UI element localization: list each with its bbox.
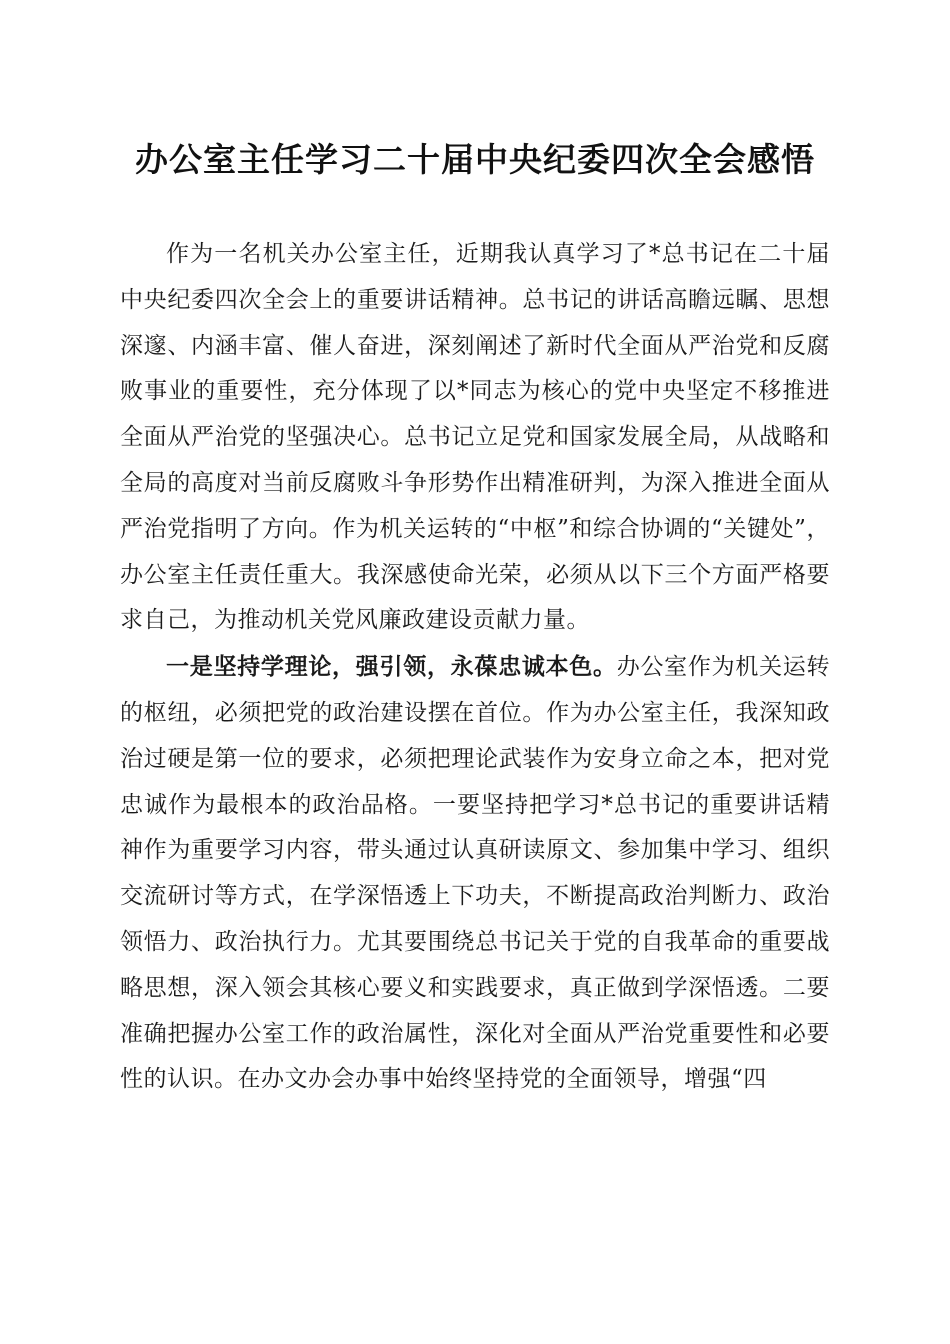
paragraph-point-one-heading: 一是坚持学理论，强引领，永葆忠诚本色。 <box>166 653 617 681</box>
paragraph-intro-text: 作为一名机关办公室主任，近期我认真学习了*总书记在二十届中央纪委四次全会上的重要讲话精神。总书记的讲话高瞻远瞩、思想深邃、内涵丰富、催人奋进，深刻阐述了新时代全面从严治党和反腐败事业的重要性，充分体现了以*同志为核心的党中央坚定不移推进全面从严治党的坚强决心。总书记立足党和国家发展全局，从战略和全局的高度对当前反腐败斗争形势作出精准研判，为深入推进全面从严治党指明了方向。作为机关运转的“中枢”和综合协调的“关键处”，办公室主任责任重大。我深感使命光荣，必须从以下三个方面严格要求自己，为推动机关党风廉政建设贡献力量。 <box>120 241 830 634</box>
paragraph-point-one <box>120 644 830 1103</box>
paragraph-point-one-text: 办公室作为机关运转的枢纽，必须把党的政治建设摆在首位。作为办公室主任，我深知政治过硬是第一位的要求，必须把理论武装作为安身立命之本，把对党忠诚作为最根本的政治品格。一要坚持把学习*总书记的重要讲话精神作为重要学习内容，带头通过认真研读原文、参加集中学习、组织交流研讨等方式，在学深悟透上下功夫，不断提高政治判断力、政治领悟力、政治执行力。尤其要围绕总书记关于党的自我革命的重要战略思想，深入领会其核心要义和实践要求，真正做到学深悟透。二要准确把握办公室工作的政治属性，深化对全面从严治党重要性和必要性的认识。在办文办会办事中始终坚持党的全面领导，增强“四 <box>120 654 831 1093</box>
document-body <box>120 232 830 1103</box>
paragraph-intro <box>120 232 830 644</box>
document-title: 办公室主任学习二十届中央纪委四次全会感悟 <box>135 140 815 179</box>
